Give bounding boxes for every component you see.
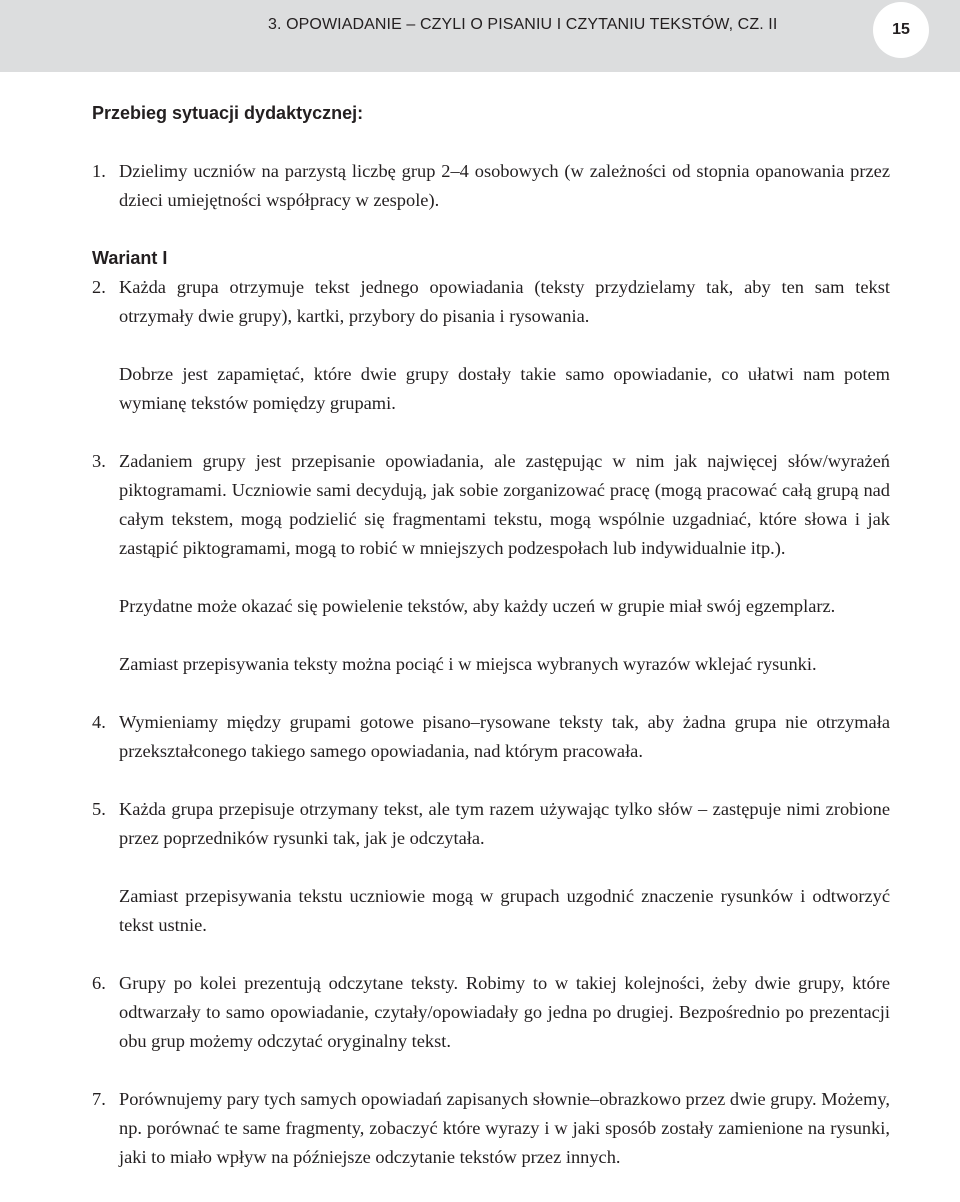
step-number: 3.: [92, 451, 106, 471]
note-step-3a: Przydatne może okazać się powielenie tekstów, aby każdy uczeń w grupie miał swój egzemplarz.: [119, 596, 836, 616]
note-step-2: Dobrze jest zapamiętać, które dwie grupy dostały takie samo opowiadanie, co ułatwi nam potem wymianę tekstów pomiędzy grupami.: [119, 364, 890, 413]
step-text: Wymieniamy między grupami gotowe pisano–rysowane teksty tak, aby żadna grupa nie otrzymała przekształconego takiego samego opowiadania, nad którym pracowała.: [119, 712, 890, 761]
step-number: 5.: [92, 799, 106, 819]
step-text: Każda grupa przepisuje otrzymany tekst, ale tym razem używając tylko słów – zastępuje nimi zrobione przez poprzedników rysunki tak, jak je odczytała.: [119, 799, 890, 848]
step-1: [92, 157, 890, 215]
step-text: Zadaniem grupy jest przepisanie opowiadania, ale zastępując w nim jak najwięcej słów/wyrażeń piktogramami. Uczniowie sami decydują, jak sobie zorganizować pracę (mogą pracować całą grupą nad całym tekstem, mogą podzielić się fragmentami tekstu, mogą wspólnie uzgadniać, które słowa i jak zastąpić piktogramami, mogą to robić w mniejszych podzespołach lub indywidualnie itp.).: [119, 451, 890, 558]
note-step-5: Zamiast przepisywania tekstu uczniowie mogą w grupach uzgodnić znaczenie rysunków i odtworzyć tekst ustnie.: [119, 886, 890, 935]
section-title: Przebieg sytuacji dydaktycznej:: [92, 103, 364, 123]
step-number: 4.: [92, 712, 106, 732]
note-step-3b: Zamiast przepisywania teksty można pociąć i w miejsca wybranych wyrazów wklejać rysunki.: [119, 654, 817, 674]
step-text: Każda grupa otrzymuje tekst jednego opowiadania (teksty przydzielamy tak, aby ten sam tekst otrzymały dwie grupy), kartki, przybory do pisania i rysowania.: [119, 277, 890, 326]
step-text: Grupy po kolei prezentują odczytane teksty. Robimy to w takiej kolejności, żeby dwie grupy, które odtwarzały to samo opowiadanie, czytały/opowiadały go jedna po drugiej. Bezpośrednio po prezentacji obu grup możemy odczytać oryginalny tekst.: [119, 973, 890, 1051]
step-text: Porównujemy pary tych samych opowiadań zapisanych słownie–obrazkowo przez dwie grupy. Możemy, np. porównać te same fragmenty, zobaczyć które wyrazy i w jaki sposób zostały zamienione na rysunki, jaki to miało wpływ na późniejsze odczytanie tekstów przez innych.: [119, 1089, 890, 1167]
step-number: 7.: [92, 1089, 106, 1109]
variant-title: Wariant I: [92, 248, 168, 268]
step-4: [92, 708, 890, 766]
step-3: [92, 447, 890, 563]
step-5: [92, 795, 890, 853]
step-2: [92, 273, 890, 331]
step-7: [92, 1085, 890, 1172]
step-6: [92, 969, 890, 1056]
step-number: 2.: [92, 277, 106, 297]
page-number-badge: 15: [873, 2, 929, 58]
document-body: [92, 99, 890, 1172]
step-text: Dzielimy uczniów na parzystą liczbę grup 2–4 osobowych (w zależności od stopnia opanowania przez dzieci umiejętności współpracy w zespole).: [119, 161, 890, 210]
running-title: 3. OPOWIADANIE – CZYLI O PISANIU I CZYTANIU TEKSTÓW, CZ. II: [268, 16, 778, 33]
page-header: [0, 0, 960, 72]
step-number: 1.: [92, 161, 106, 181]
step-number: 6.: [92, 973, 106, 993]
